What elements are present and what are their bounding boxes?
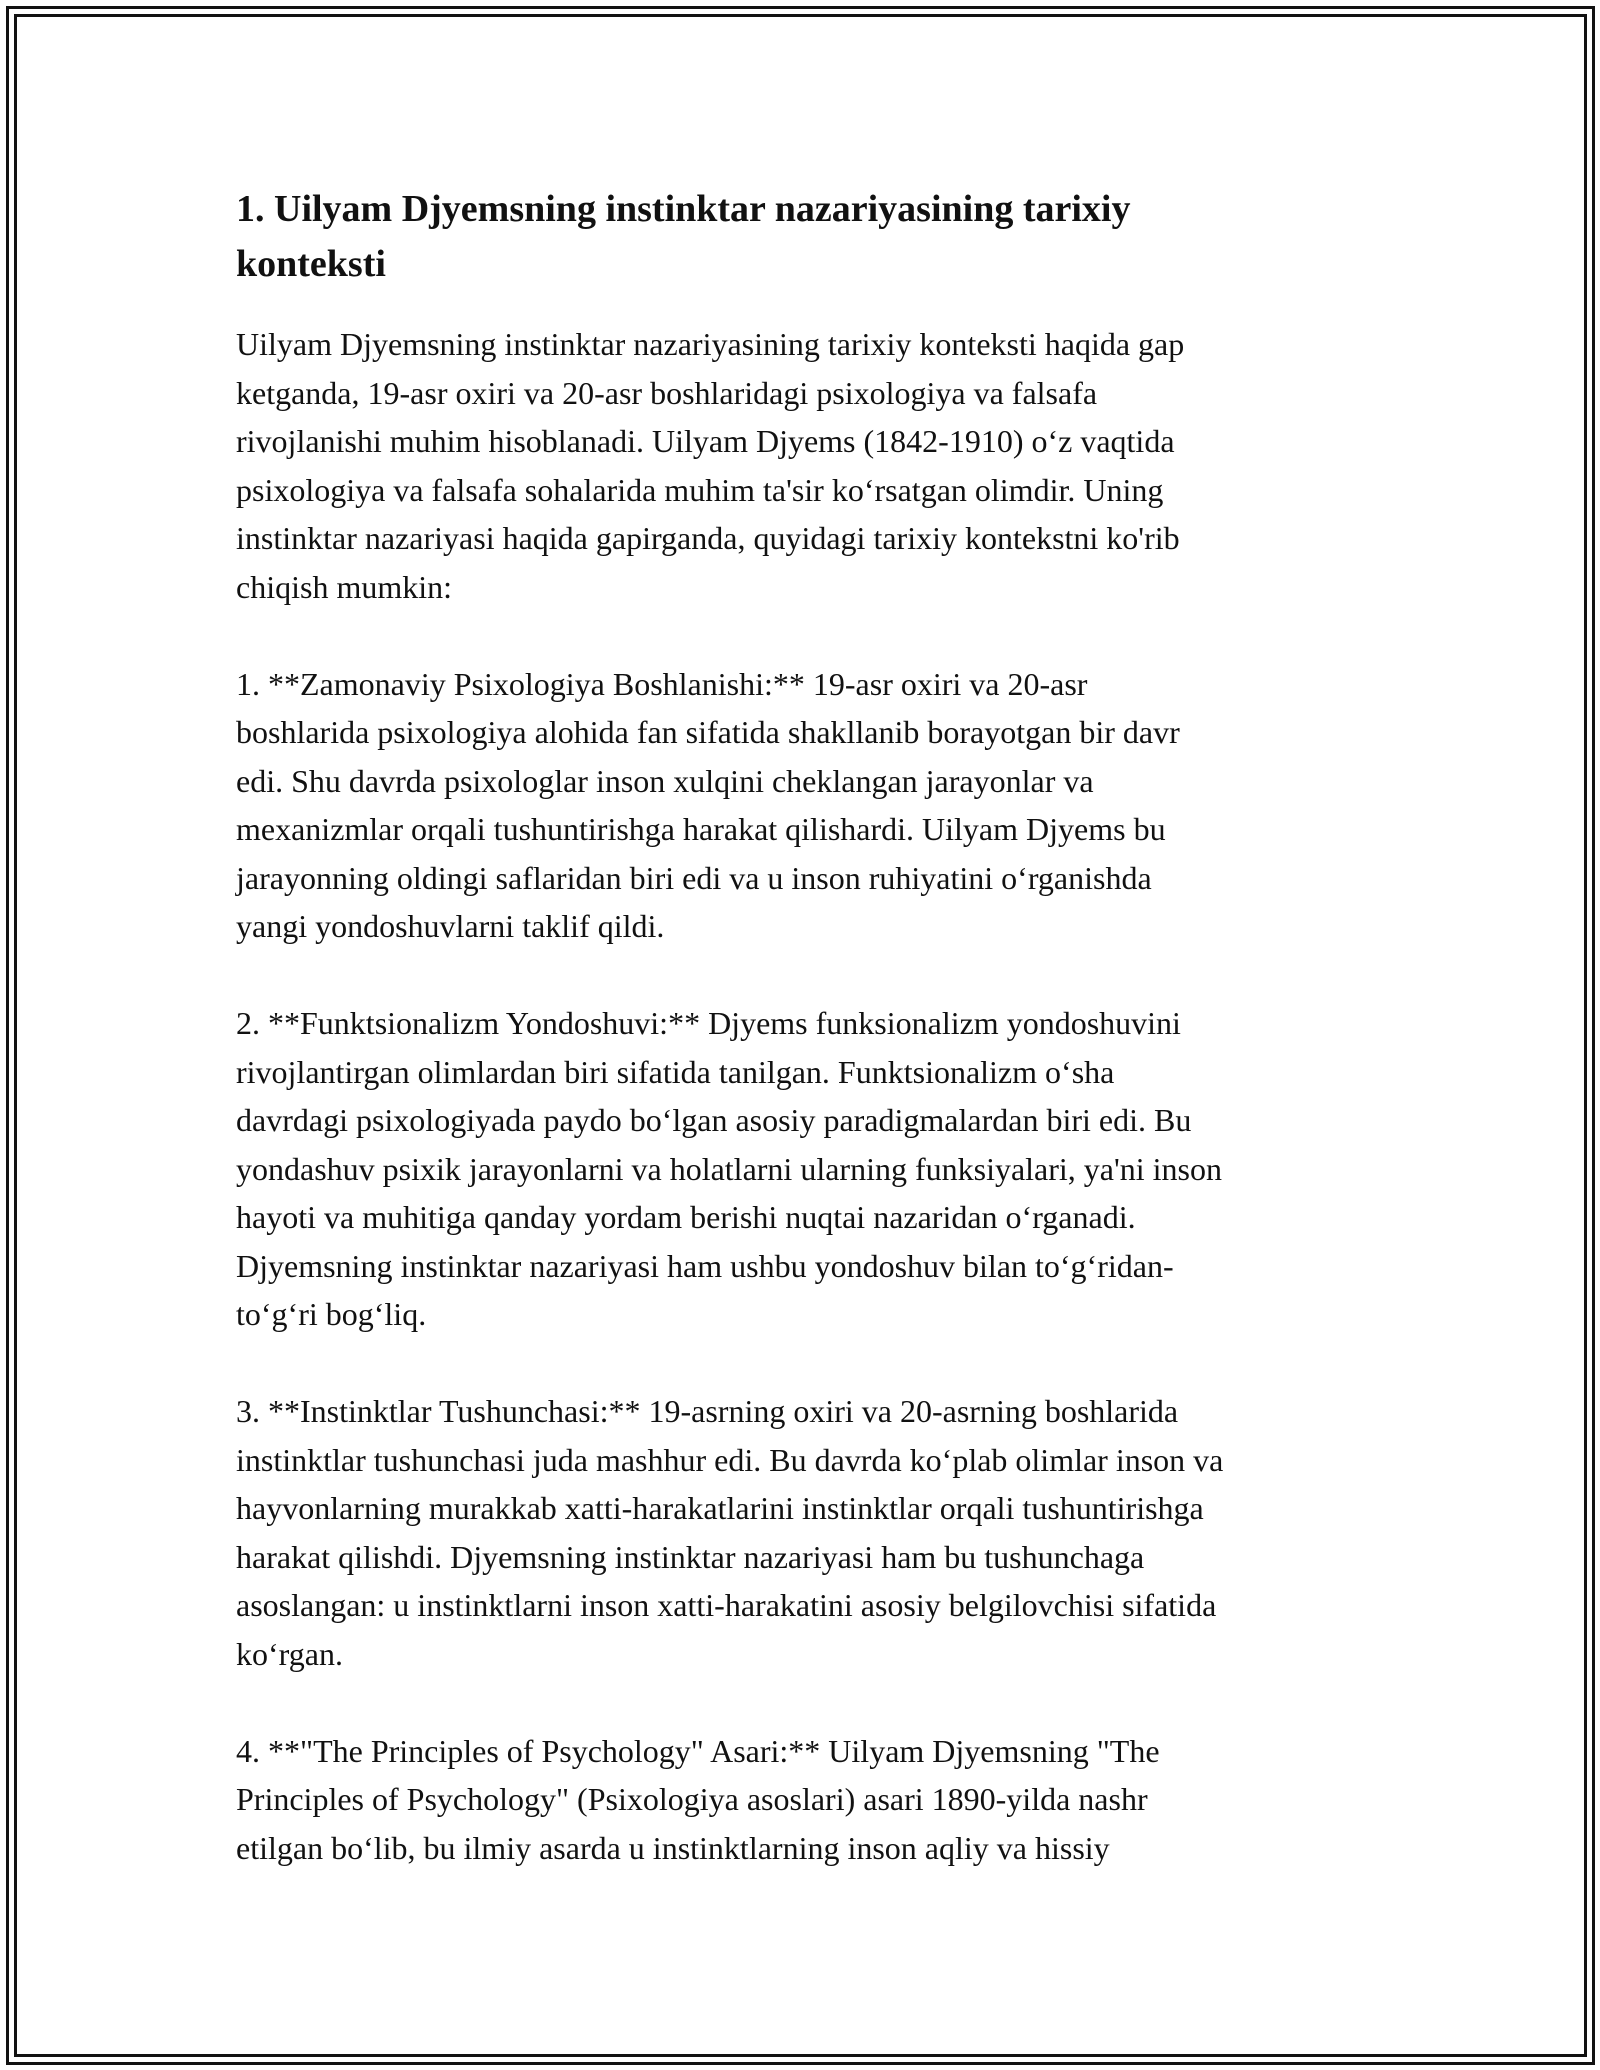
text-line: rivojlanishi muhim hisoblanadi. Uilyam Djyems (1842-1910) oʻz vaqtida — [236, 423, 1175, 459]
paragraph-point-2 — [236, 999, 1376, 1339]
text-line: rivojlantirgan olimlardan biri sifatida tanilgan. Funktsionalizm oʻsha — [236, 1053, 1115, 1090]
text-line: Uilyam Djyemsning instinktar nazariyasining tarixiy konteksti haqida gap — [236, 326, 1185, 362]
text-line: ketganda, 19-asr oxiri va 20-asr boshlaridagi psixologiya va falsafa — [236, 374, 1098, 411]
text-line: instinktar nazariyasi haqida gapirganda, quyidagi tarixiy kontekstni ko'rib — [236, 520, 1180, 556]
paragraph-spacer — [236, 1339, 1376, 1388]
text-line: jarayonning oldingi saflaridan biri edi va u inson ruhiyatini oʻrganishda — [236, 859, 1152, 896]
paragraph-spacer — [236, 611, 1376, 660]
text-line: davrdagi psixologiyada paydo boʻlgan asosiy paradigmalardan biri edi. Bu — [236, 1102, 1192, 1138]
text-line: harakat qilishdi. Djyemsning instinktar nazariyasi ham bu tushunchaga — [236, 1538, 1145, 1575]
text-line: yangi yondoshuvlarni taklif qildi. — [236, 908, 665, 944]
text-line: instinktlar tushunchasi juda mashhur edi. Bu davrda koʻplab olimlar inson va — [236, 1441, 1224, 1478]
paragraph-intro — [236, 320, 1376, 611]
text-line: edi. Shu davrda psixologlar inson xulqini cheklangan jarayonlar va — [236, 762, 1094, 799]
text-line: Djyemsning instinktar nazariyasi ham ushbu yondoshuv bilan toʻgʻridan- — [236, 1247, 1174, 1284]
text-line: toʻgʻri bogʻliq. — [236, 1296, 427, 1332]
text-line: boshlarida psixologiya alohida fan sifatida shakllanib borayotgan bir davr — [236, 714, 1180, 750]
text-line: koʻrgan. — [236, 1635, 343, 1672]
text-line: chiqish mumkin: — [236, 568, 452, 605]
page-title — [236, 182, 1376, 292]
text-line: Principles of Psychology" (Psixologiya asoslari) asari 1890-yilda nashr — [236, 1781, 1148, 1817]
text-line: 4. **"The Principles of Psychology" Asari:** Uilyam Djyemsning "The — [236, 1732, 1160, 1769]
text-line: hayvonlarning murakkab xatti-harakatlarini instinktlar orqali tushuntirishga — [236, 1490, 1204, 1526]
text-line: yondashuv psixik jarayonlarni va holatlarni ularning funksiyalari, ya'ni inson — [236, 1150, 1222, 1187]
text-line: etilgan boʻlib, bu ilmiy asarda u instinktlarning inson aqliy va hissiy — [236, 1829, 1110, 1866]
paragraph-spacer — [236, 1678, 1376, 1727]
paragraph-point-4 — [236, 1727, 1376, 1873]
paragraph-spacer — [236, 951, 1376, 1000]
title-line: 1. Uilyam Djyemsning instinktar nazariyasining tarixiy — [236, 188, 1131, 230]
paragraph-point-1 — [236, 660, 1376, 951]
text-line: 1. **Zamonaviy Psixologiya Boshlanishi:** 19-asr oxiri va 20-asr — [236, 665, 1088, 702]
text-line: 2. **Funktsionalizm Yondoshuvi:** Djyems funksionalizm yondoshuvini — [236, 1005, 1181, 1041]
document-body — [236, 182, 1376, 1872]
text-line: psixologiya va falsafa sohalarida muhim ta'sir koʻrsatgan olimdir. Uning — [236, 471, 1164, 508]
title-line: konteksti — [236, 243, 386, 285]
text-line: mexanizmlar orqali tushuntirishga harakat qilishardi. Uilyam Djyems bu — [236, 811, 1166, 847]
text-line: asoslangan: u instinktlarni inson xatti-harakatini asosiy belgilovchisi sifatida — [236, 1587, 1217, 1623]
text-line: 3. **Instinktlar Tushunchasi:** 19-asrning oxiri va 20-asrning boshlarida — [236, 1393, 1179, 1429]
text-line: hayoti va muhitiga qanday yordam berishi nuqtai nazaridan oʻrganadi. — [236, 1199, 1136, 1235]
paragraph-point-3 — [236, 1387, 1376, 1678]
